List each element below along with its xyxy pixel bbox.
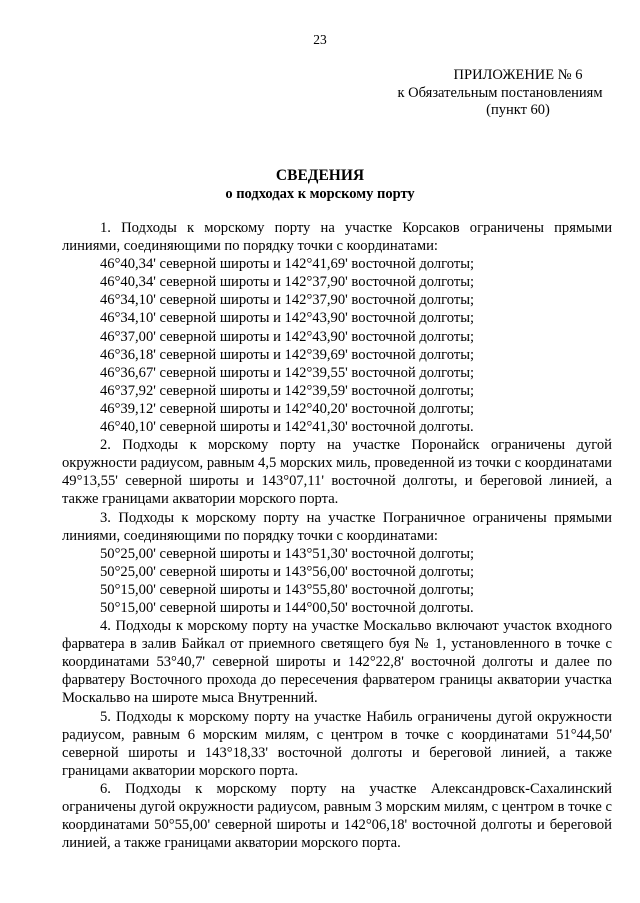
section-paragraph: 2. Подходы к морскому порту на участке Поронайск ограничены дугой окружности радиусом, равным 4,5 морских миль, проведенной из точки с координатами 49°13,55' северной широты и 143°07,11' восточной долготы, и береговой линией, а также границами акватории морского порта. [62,437,612,508]
coordinate-line: 46°40,34' северной широты и 142°41,69' восточной долготы; [100,256,475,273]
coordinate-line: 46°34,10' северной широты и 142°37,90' восточной долготы; [100,292,475,309]
coordinate-line: 46°37,00' северной широты и 142°43,90' восточной долготы; [100,328,475,345]
coordinate-line: 46°36,18' северной широты и 142°39,69' восточной долготы; [100,346,475,363]
coordinate-line: 46°34,10' северной широты и 142°43,90' восточной долготы; [100,310,475,327]
section-paragraph: 6. Подходы к морскому порту на участке Александровск-Сахалинский ограничены дугой окружности радиусом, равным 3 морским милям, с центром в точке с координатами 50°55,00' северной широты и 142°06,18' восточной долготы и береговой линией, а также границами акватории морского порта. [62,780,612,852]
coordinate-line: 46°36,67' северной широты и 142°39,55' восточной долготы; [100,364,475,381]
coordinate-line: 46°39,12' северной широты и 142°40,20' восточной долготы; [100,400,475,417]
coordinate-list [62,255,612,436]
coordinate-line: 50°15,00' северной широты и 143°55,80' восточной долготы; [100,581,475,598]
annex-title: ПРИЛОЖЕНИЕ № 6 [453,67,583,83]
coordinate-line: 50°15,00' северной широты и 144°00,50' восточной долготы. [100,599,474,616]
page-number: 23 [313,32,327,47]
section-paragraph: 3. Подходы к морскому порту на участке Пограничное ограничены прямыми линиями, соединяющими по порядку точки с координатами: [62,509,612,544]
annex-clause: (пункт 60) [486,102,550,118]
annex-header [380,67,620,120]
title-main: СВЕДЕНИЯ [275,167,365,184]
document-body [62,219,612,852]
coordinate-line: 46°40,10' северной широты и 142°41,30' восточной долготы. [100,419,474,436]
section-paragraph: 4. Подходы к морскому порту на участке Москальво включают участок входного фарватера в залив Байкал от приемного светящего буя № 1, установленного в точке с координатами 53°40,7' северной широты и 142°22,8' восточной долготы и далее по фарватеру Восточного прохода до пересечения фарватером границы акватории участка Москальво на широте мыса Внутренний. [62,618,612,707]
coordinate-line: 46°37,92' северной широты и 142°39,59' восточной долготы; [100,382,475,399]
coordinate-list [62,545,612,617]
section-paragraph: 1. Подходы к морскому порту на участке Корсаков ограничены прямыми линиями, соединяющими по порядку точки с координатами: [62,220,612,255]
annex-reference: к Обязательным постановлениям [397,84,603,101]
coordinate-line: 50°25,00' северной широты и 143°56,00' восточной долготы; [100,563,475,580]
coordinate-line: 50°25,00' северной широты и 143°51,30' восточной долготы; [100,545,475,562]
title-subtitle: о подходах к морскому порту [225,186,415,202]
section-paragraph: 5. Подходы к морскому порту на участке Набиль ограничены дугой окружности радиусом, равным 6 морским милям, с центром в точке с координатами 51°44,50' северной широты и 143°18,33' восточной долготы и береговой линией, а также границами акватории морского порта. [62,708,612,779]
coordinate-line: 46°40,34' северной широты и 142°37,90' восточной долготы; [100,274,475,291]
document-title [0,166,640,204]
